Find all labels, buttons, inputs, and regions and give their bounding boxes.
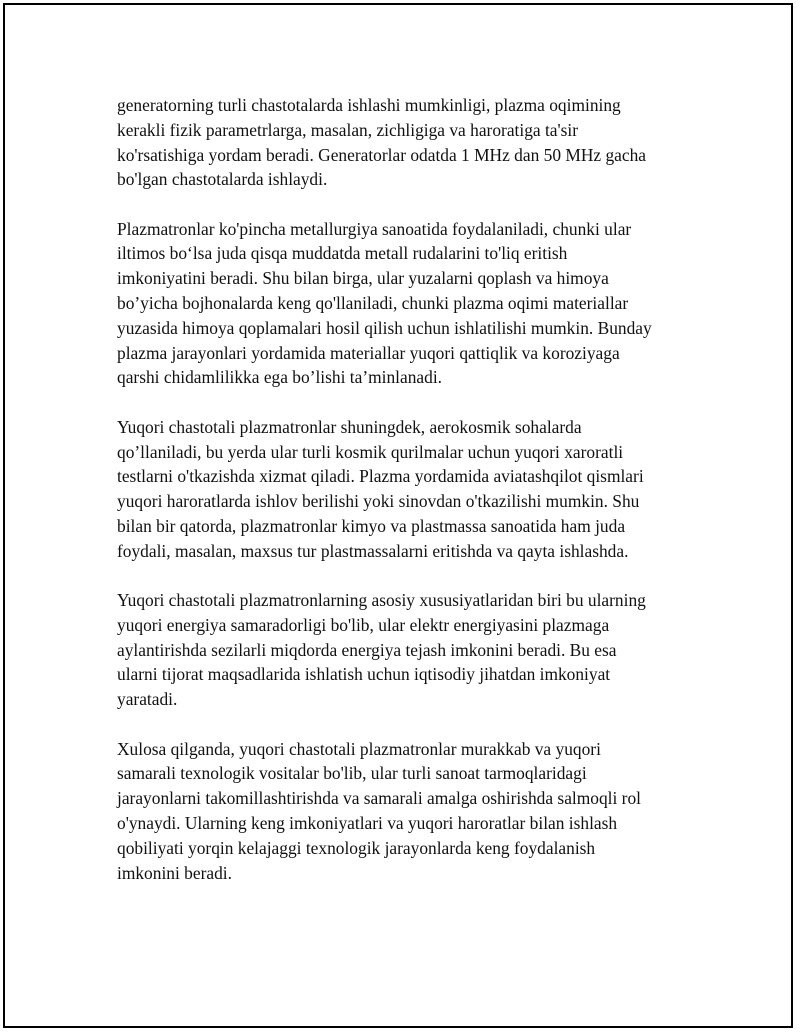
paragraph-aerospace: Yuqori chastotali plazmatronlar shuningdek, aerokosmik sohalarda qo’llaniladi, bu yerda ular turli kosmik qurilmalar uchun yuqori xaroratli testlarni o'tkazishda xizmat qiladi. Plazma yordamida aviatashqilot qismlari yuqori haroratlarda ishlov berilishi yoki sinovdan o'tkazilishi mumkin. Shu bilan bir qatorda, plazmatronlar kimyo va plastmassa sanoatida ham juda foydali, masalan, maxsus tur plastmassalarni eritishda va qayta ishlashda. (117, 416, 644, 561)
paragraph-energy-efficiency: Yuqori chastotali plazmatronlarning asosiy xususiyatlaridan biri bu ularning yuqori energiya samaradorligi bo'lib, ular elektr energiyasini plazmaga aylantirishda sezilarli miqdorda energiya tejash imkonini beradi. Bu esa ularni tijorat maqsadlarida ishlatish uchun iqtisodiy jihatdan imkoniyat yaratadi. (117, 590, 646, 710)
document-body (117, 93, 687, 910)
paragraph-conclusion: Xulosa qilganda, yuqori chastotali plazmatronlar murakkab va yuqori samarali texnologik vositalar bo'lib, ular turli sanoat tarmoqlaridagi jarayonlarni takomillashtirishda va samarali amalga oshirishda salmoqli rol o'ynaydi. Ularning keng imkoniyatlari va yuqori haroratlar bilan ishlash qobiliyati yorqin kelajaggi texnologik jarayonlarda keng foydalanish imkonini beradi. (117, 738, 641, 883)
paragraph-frequency-generators: generatorning turli chastotalarda ishlashi mumkinligi, plazma oqimining kerakli fizik parametrlarga, masalan, zichligiga va haroratiga ta'sir ko'rsatishiga yordam beradi. Generatorlar odatda 1 MHz dan 50 MHz gacha bo'lgan chastotalarda ishlaydi. (117, 95, 647, 190)
paragraph-metallurgy: Plazmatronlar ko'pincha metallurgiya sanoatida foydalaniladi, chunki ular iltimos bo‘lsa juda qisqa muddatda metall rudalarini to'liq eritish imkoniyatini beradi. Shu bilan birga, ular yuzalarni qoplash va himoya bo’yicha bojhonalarda keng qo'llaniladi, chunki plazma oqimi materiallar yuzasida himoya qoplamalari hosil qilish uchun ishlatilishi mumkin. Bunday plazma jarayonlari yordamida materiallar yuqori qattiqlik va koroziyaga qarshi chidamlilikka ega bo’lishi ta’minlanadi. (117, 218, 652, 388)
